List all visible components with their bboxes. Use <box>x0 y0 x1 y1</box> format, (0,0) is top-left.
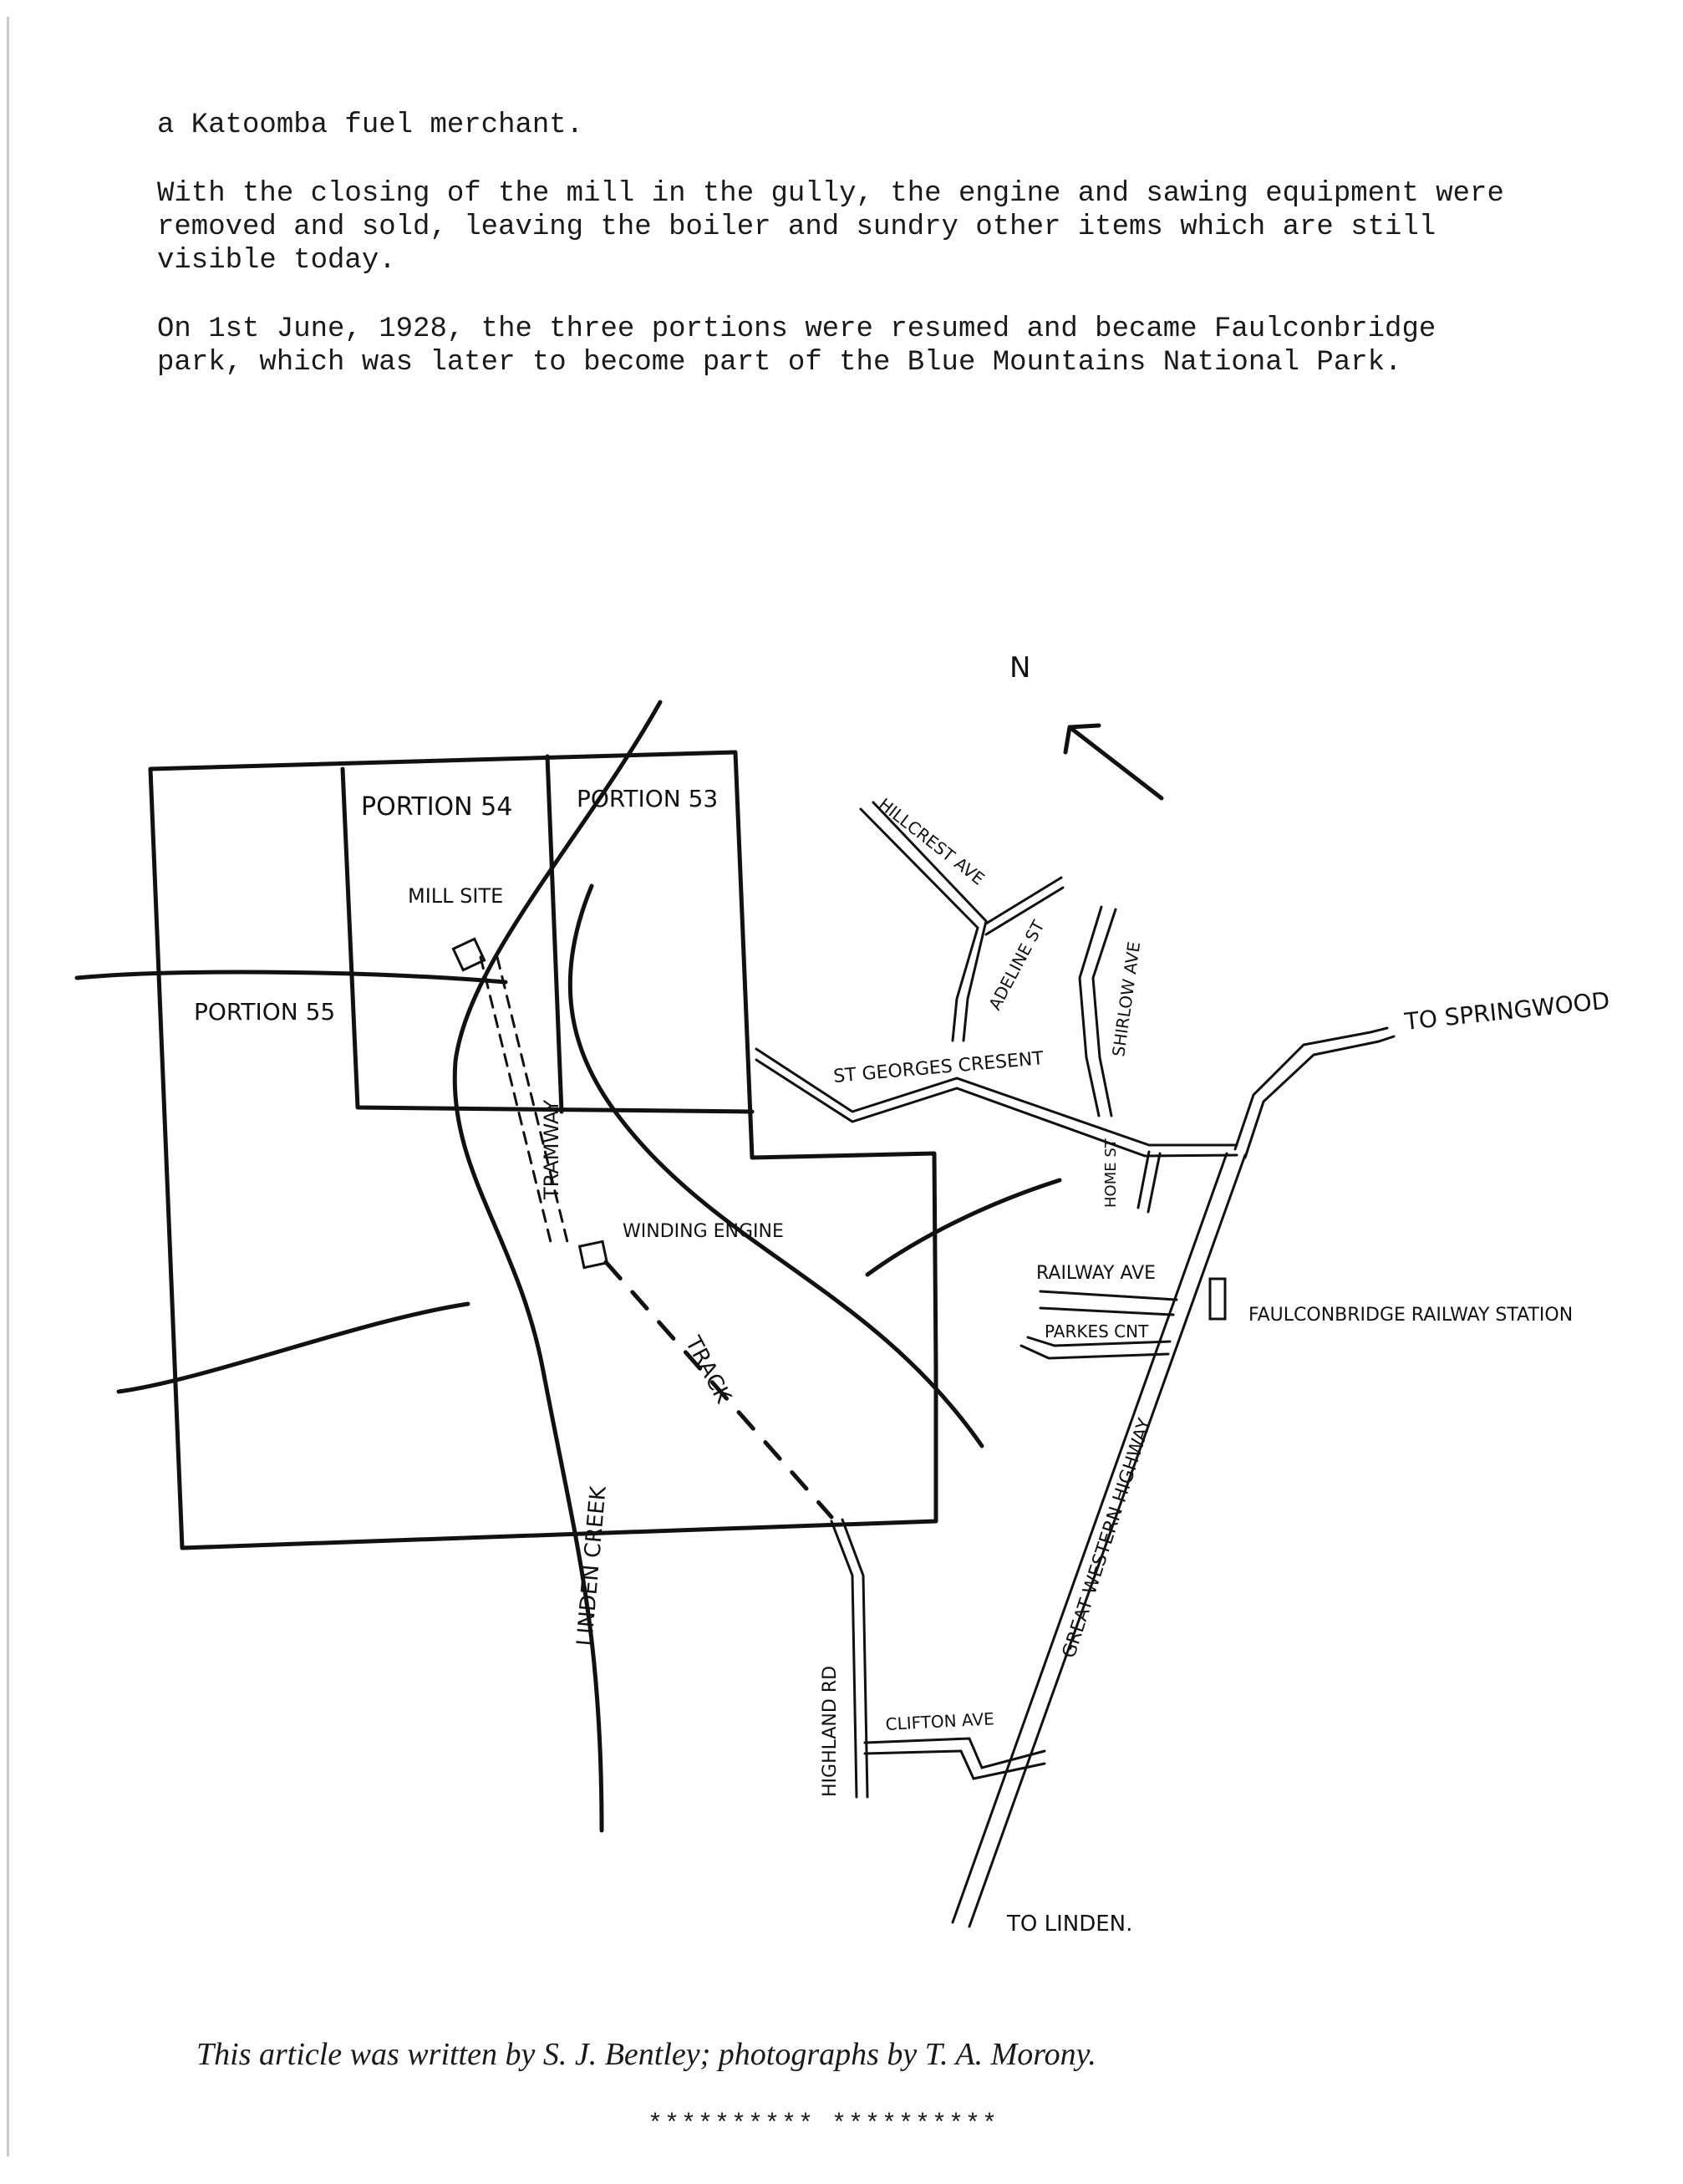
paragraph-2: With the closing of the mill in the gully, the engine and sawing equipment were removed and sold, leaving the boiler and sundry other items which are still visible today. <box>157 178 1504 277</box>
label-adeline-st: ADELINE ST <box>984 917 1049 1014</box>
creek-east-branch <box>867 1180 1060 1275</box>
section-divider: ********** ********** <box>648 2110 999 2139</box>
label-winding-engine: WINDING ENGINE <box>623 1221 784 1242</box>
label-hillcrest-ave: HILLCREST AVE <box>874 794 989 889</box>
label-great-western-highway: GREAT WESTERN HIGHWAY <box>1058 1416 1157 1661</box>
label-north: N <box>1009 651 1031 685</box>
label-faulconbridge-station: FAULCONBRIDGE RAILWAY STATION <box>1248 1305 1574 1326</box>
label-linden-creek: LINDEN CREEK <box>572 1484 612 1647</box>
label-railway-ave: RAILWAY AVE <box>1036 1263 1157 1284</box>
label-track: TRACK <box>679 1332 736 1408</box>
label-mill-site: MILL SITE <box>408 884 504 908</box>
label-home-st: HOME ST <box>1102 1138 1120 1208</box>
label-portion-55: PORTION 55 <box>194 998 336 1026</box>
label-portion-53: PORTION 53 <box>577 785 719 812</box>
label-highland-rd: HIGHLAND RD <box>820 1665 841 1797</box>
label-portion-54: PORTION 54 <box>361 792 513 822</box>
label-to-linden: TO LINDEN. <box>1007 1912 1133 1937</box>
creek-east <box>570 886 982 1446</box>
label-shirlow-ave: SHIRLOW AVE <box>1108 940 1145 1058</box>
article-credit: This article was written by S. J. Bentley; photographs by T. A. Morony. <box>196 2037 1096 2072</box>
label-clifton-ave: CLIFTON AVE <box>885 1708 995 1734</box>
label-to-springwood: TO SPRINGWOOD <box>1403 986 1611 1036</box>
paragraph-3: On 1st June, 1928, the three portions were resumed and became Faulconbridge park, which was later to become part of the Blue Mountains National Park. <box>157 313 1436 379</box>
creek-main <box>455 702 660 1830</box>
label-tramway: TRAMWAY <box>540 1099 563 1199</box>
label-st-georges-crescent: ST GEORGES CRESENT <box>832 1048 1045 1087</box>
label-parkes-cnt: PARKES CNT <box>1045 1321 1149 1341</box>
creek-west <box>77 972 506 982</box>
paragraph-1: a Katoomba fuel merchant. <box>157 109 584 141</box>
